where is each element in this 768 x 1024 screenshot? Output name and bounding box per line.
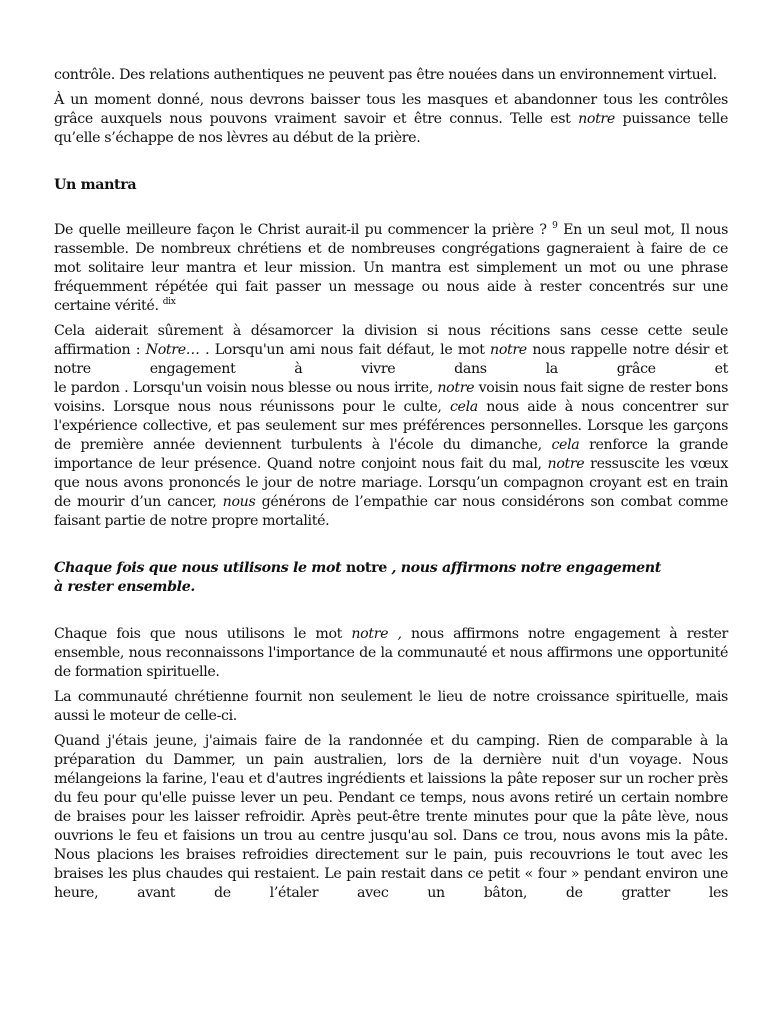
paragraph-community xyxy=(54,688,728,726)
emphasis-text: notre xyxy=(578,111,615,127)
emphasis-text: notre xyxy=(490,342,527,358)
paragraph-continuation xyxy=(54,66,728,85)
paragraph-text: le pardon . Lorsqu'un voisin nous blesse ou nous irrite, xyxy=(54,380,438,396)
subheading-text: à rester ensemble. xyxy=(54,579,195,595)
paragraph-text: À un moment donné, nous devrons baisser tous les masques et abandonner tous les contrôles grâce auxquels nous pouvons vraiment savoir et être connus. Telle est xyxy=(54,92,728,127)
footnote-ref: 9 xyxy=(552,221,558,231)
paragraph-text: De quelle meilleure façon le Christ aurait-il pu commencer la prière ? xyxy=(54,222,553,238)
paragraph-masks xyxy=(54,91,728,148)
paragraph-text: En un seul mot, Il nous rassemble. De nombreux chrétiens et de nombreuses congrégations gagneraient à faire de ce mot solitaire leur mantra et leur mission. Un mantra est simplement un mot ou une phrase fréquemment répétée qui fait passer un message ou nous aide à rester concentrés sur une certaine vérité. xyxy=(54,222,728,314)
paragraph-text: nous aide à nous concentrer sur l'expérience collective, et pas seulement sur mes préférences personnelles. Lorsque les garçons de première année deviennent turbulents à l'école du dimanche, xyxy=(54,399,729,453)
paragraph-text: ressuscite les vœux que nous avons prononcés le jour de notre mariage. Lorsqu’un compagnon croyant est en train de mourir d’un cancer, xyxy=(54,456,728,510)
footnote-ref: dix xyxy=(162,297,176,307)
paragraph-division-part1 xyxy=(54,322,728,379)
section-subheading xyxy=(54,559,728,597)
paragraph-text: générons de l’empathie car nous considérons son combat comme faisant partie de notre propre mortalité. xyxy=(54,494,729,529)
paragraph-text: puissance telle qu’elle s’échappe de nos lèvres au début de la prière. xyxy=(54,111,729,146)
emphasis-text: nous xyxy=(222,494,256,510)
spacer xyxy=(54,537,728,547)
paragraph-text: Quand j'étais jeune, j'aimais faire de la randonnée et du camping. Rien de comparable à la préparation du Dammer, un pain australien, lors de la dernière nuit d'un voyage. Nous mélangeions la farine, l'eau et d'autres ingrédients et laissions la pâte reposer sur un rocher près du feu pour qu'elle puisse lever un peu. Pendant ce temps, nous avons retiré un certain nombre de braises pour les laisser refroidir. Après peut-être trente minutes pour que la pâte lève, nous ouvrions le feu et faisions un trou au centre jusqu'au sol. Dans ce trou, nous avons mis la pâte. Nous placions les braises refroidies directement sur le pain, puis recouvrions le tout avec les braises les plus chaudes qui restaient. Le pain restait dans ce petit « four » pendant environ une heure, avant de l’étaler avec un bâton, de gratter les xyxy=(54,733,728,901)
spacer xyxy=(54,195,728,221)
paragraph-text: Cela aiderait sûrement à désamorcer la division si nous récitions sans cesse cette seule affirmation : xyxy=(54,323,728,358)
subheading-keyword: notre xyxy=(345,560,387,576)
emphasis-text: notre xyxy=(437,380,475,396)
subheading-text: , nous affirmons notre engagement xyxy=(386,560,661,576)
emphasis-text: cela xyxy=(449,399,478,415)
paragraph-mantra xyxy=(54,221,728,316)
section-heading-mantra: Un mantra xyxy=(54,177,137,193)
paragraph-text: contrôle. Des relations authentiques ne peuvent pas être nouées dans un environnement virtuel. xyxy=(54,67,717,83)
emphasis-text: notre xyxy=(547,456,585,472)
paragraph-text: La communauté chrétienne fournit non seulement le lieu de notre croissance spirituelle, mais aussi le moteur de celle-ci. xyxy=(54,689,728,724)
paragraph-engagement xyxy=(54,625,728,682)
paragraph-text: Lorsqu'un ami nous fait défaut, le mot xyxy=(209,342,491,358)
paragraph-camping xyxy=(54,732,728,903)
subheading-text: Chaque fois que nous utilisons le mot xyxy=(54,560,346,576)
emphasis-text: cela xyxy=(551,437,580,453)
emphasis-text: Notre… . xyxy=(145,342,210,358)
paragraph-text: renforce la grande importance de leur présence. Quand notre conjoint nous fait du mal, xyxy=(54,437,729,472)
paragraph-division-part2 xyxy=(54,379,728,531)
emphasis-text: notre , xyxy=(351,626,402,642)
spacer xyxy=(54,597,728,625)
paragraph-text: nous rappelle notre désir et notre engagement à vivre dans la grâce et xyxy=(54,342,728,377)
paragraph-text: Chaque fois que nous utilisons le mot xyxy=(54,626,352,642)
document-page xyxy=(54,66,728,909)
paragraph-text: voisin nous fait signe de rester bons voisins. Lorsque nous nous réunissons pour le culte, xyxy=(54,380,729,415)
paragraph-text: nous affirmons notre engagement à rester ensemble, nous reconnaissons l'importance de la communauté et nous affirmons une opportunité de formation spirituelle. xyxy=(54,626,728,680)
